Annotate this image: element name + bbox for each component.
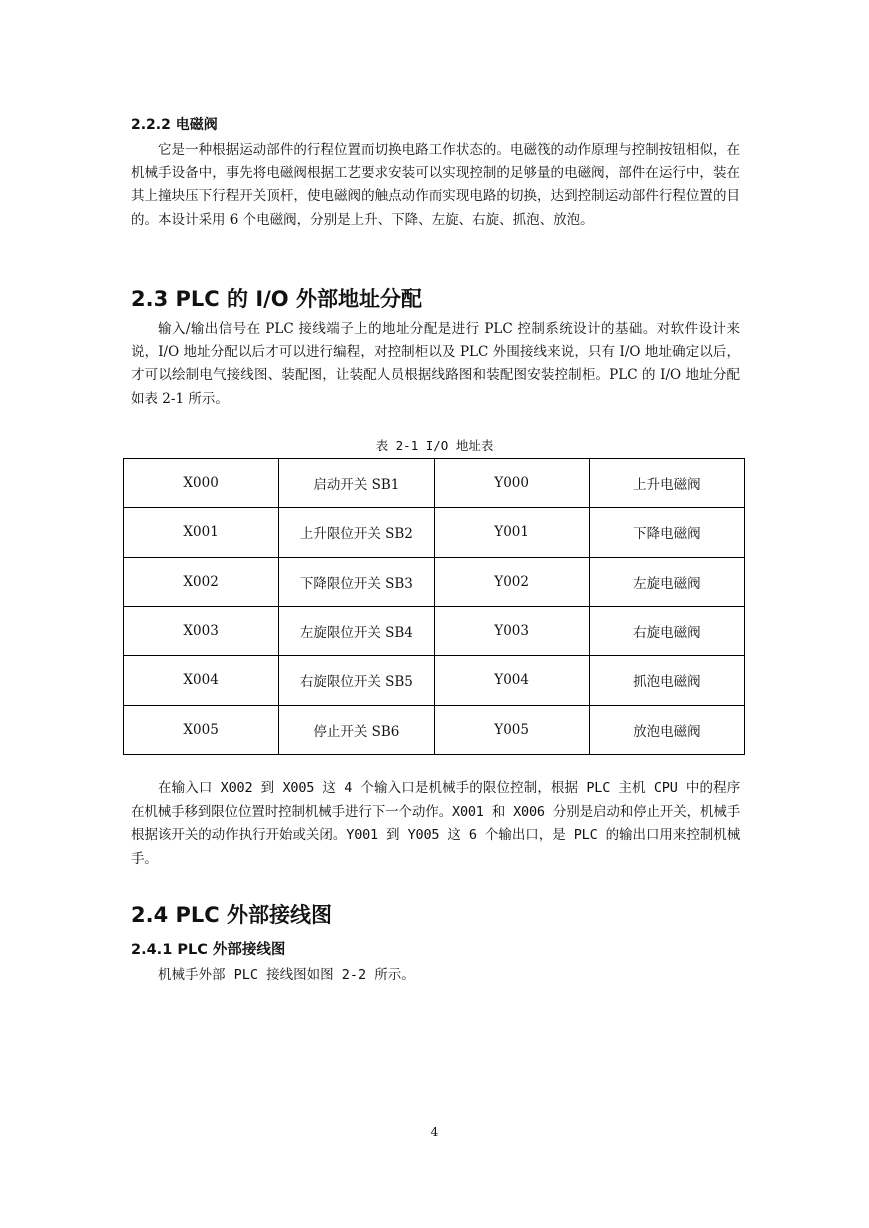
table-cell: 右旋电磁阀: [589, 606, 744, 655]
table-cell: Y004: [434, 656, 589, 705]
paragraph-io-allocation: 输入/输出信号在 PLC 接线端子上的地址分配是进行 PLC 控制系统设计的基础。对软件设计来说，I/O 地址分配以后才可以进行编程，对控制柜以及 PLC 外围接线来说，只有 I/O 地址确定以后，才可以绘制电气接线图、装配图，让装配人员根据线路图和装配图安装控制柜。PLC 的 I/O 地址分配如表 2-1 所示。: [131, 321, 740, 407]
table-cell: X001: [124, 508, 279, 557]
table-cell: 抓泡电磁阀: [589, 656, 744, 705]
table-cell: X005: [124, 705, 279, 754]
table-cell: X004: [124, 656, 279, 705]
paragraph-io-explanation: 在输入口 X002 到 X005 这 4 个输入口是机械手的限位控制，根据 PLC 主机 CPU 中的程序在机械手移到限位位置时控制机械手进行下一个动作。X001 和 X006 分别是启动和停止开关，机械手根据该开关的动作执行开始或关闭。Y001 到 Y005 这 6 个输出口，是 PLC 的输出口用来控制机械手。: [131, 780, 740, 867]
table-cell: 上升限位开关 SB2: [279, 508, 434, 557]
table-cell: 停止开关 SB6: [279, 705, 434, 754]
section-heading-2-3: 2.3 PLC 的 I/O 外部地址分配: [131, 287, 422, 311]
table-cell: X000: [124, 459, 279, 508]
table-row: [124, 656, 745, 705]
table-cell: Y002: [434, 557, 589, 606]
table-row: [124, 557, 745, 606]
table-cell: 启动开关 SB1: [279, 459, 434, 508]
paragraph-solenoid-valve: 它是一种根据运动部件的行程位置而切换电路工作状态的。电磁筏的动作原理与控制按钮相似，在机械手设备中，事先将电磁阀根据工艺要求安装可以实现控制的足够量的电磁阀，部件在运行中，装在其上撞块压下行程开关顶杆，使电磁阀的触点动作而实现电路的切换，达到控制运动部件行程位置的目的。本设计采用 6 个电磁阀，分别是上升、下降、左旋、右旋、抓泡、放泡。: [131, 142, 740, 228]
table-cell: Y000: [434, 459, 589, 508]
table-cell: 左旋限位开关 SB4: [279, 606, 434, 655]
table-cell: 左旋电磁阀: [589, 557, 744, 606]
table-cell: X003: [124, 606, 279, 655]
table-cell: Y005: [434, 705, 589, 754]
table-row: [124, 606, 745, 655]
table-cell: Y003: [434, 606, 589, 655]
section-heading-2-2-2: 2.2.2 电磁阀: [131, 117, 218, 133]
table-cell: 下降限位开关 SB3: [279, 557, 434, 606]
table-cell: 下降电磁阀: [589, 508, 744, 557]
table-cell: X002: [124, 557, 279, 606]
table-cell: 右旋限位开关 SB5: [279, 656, 434, 705]
table-row: [124, 459, 745, 508]
table-row: [124, 705, 745, 754]
table-row: [124, 508, 745, 557]
table-cell: Y001: [434, 508, 589, 557]
table-cell: 放泡电磁阀: [589, 705, 744, 754]
io-address-table: [123, 458, 745, 755]
paragraph-wiring-diagram-ref: 机械手外部 PLC 接线图如图 2-2 所示。: [158, 967, 415, 983]
page-number: 4: [430, 1125, 439, 1139]
table-cell: 上升电磁阀: [589, 459, 744, 508]
section-heading-2-4: 2.4 PLC 外部接线图: [131, 903, 333, 927]
table-caption: 表 2-1 I/O 地址表: [375, 438, 494, 453]
section-heading-2-4-1: 2.4.1 PLC 外部接线图: [131, 942, 286, 958]
